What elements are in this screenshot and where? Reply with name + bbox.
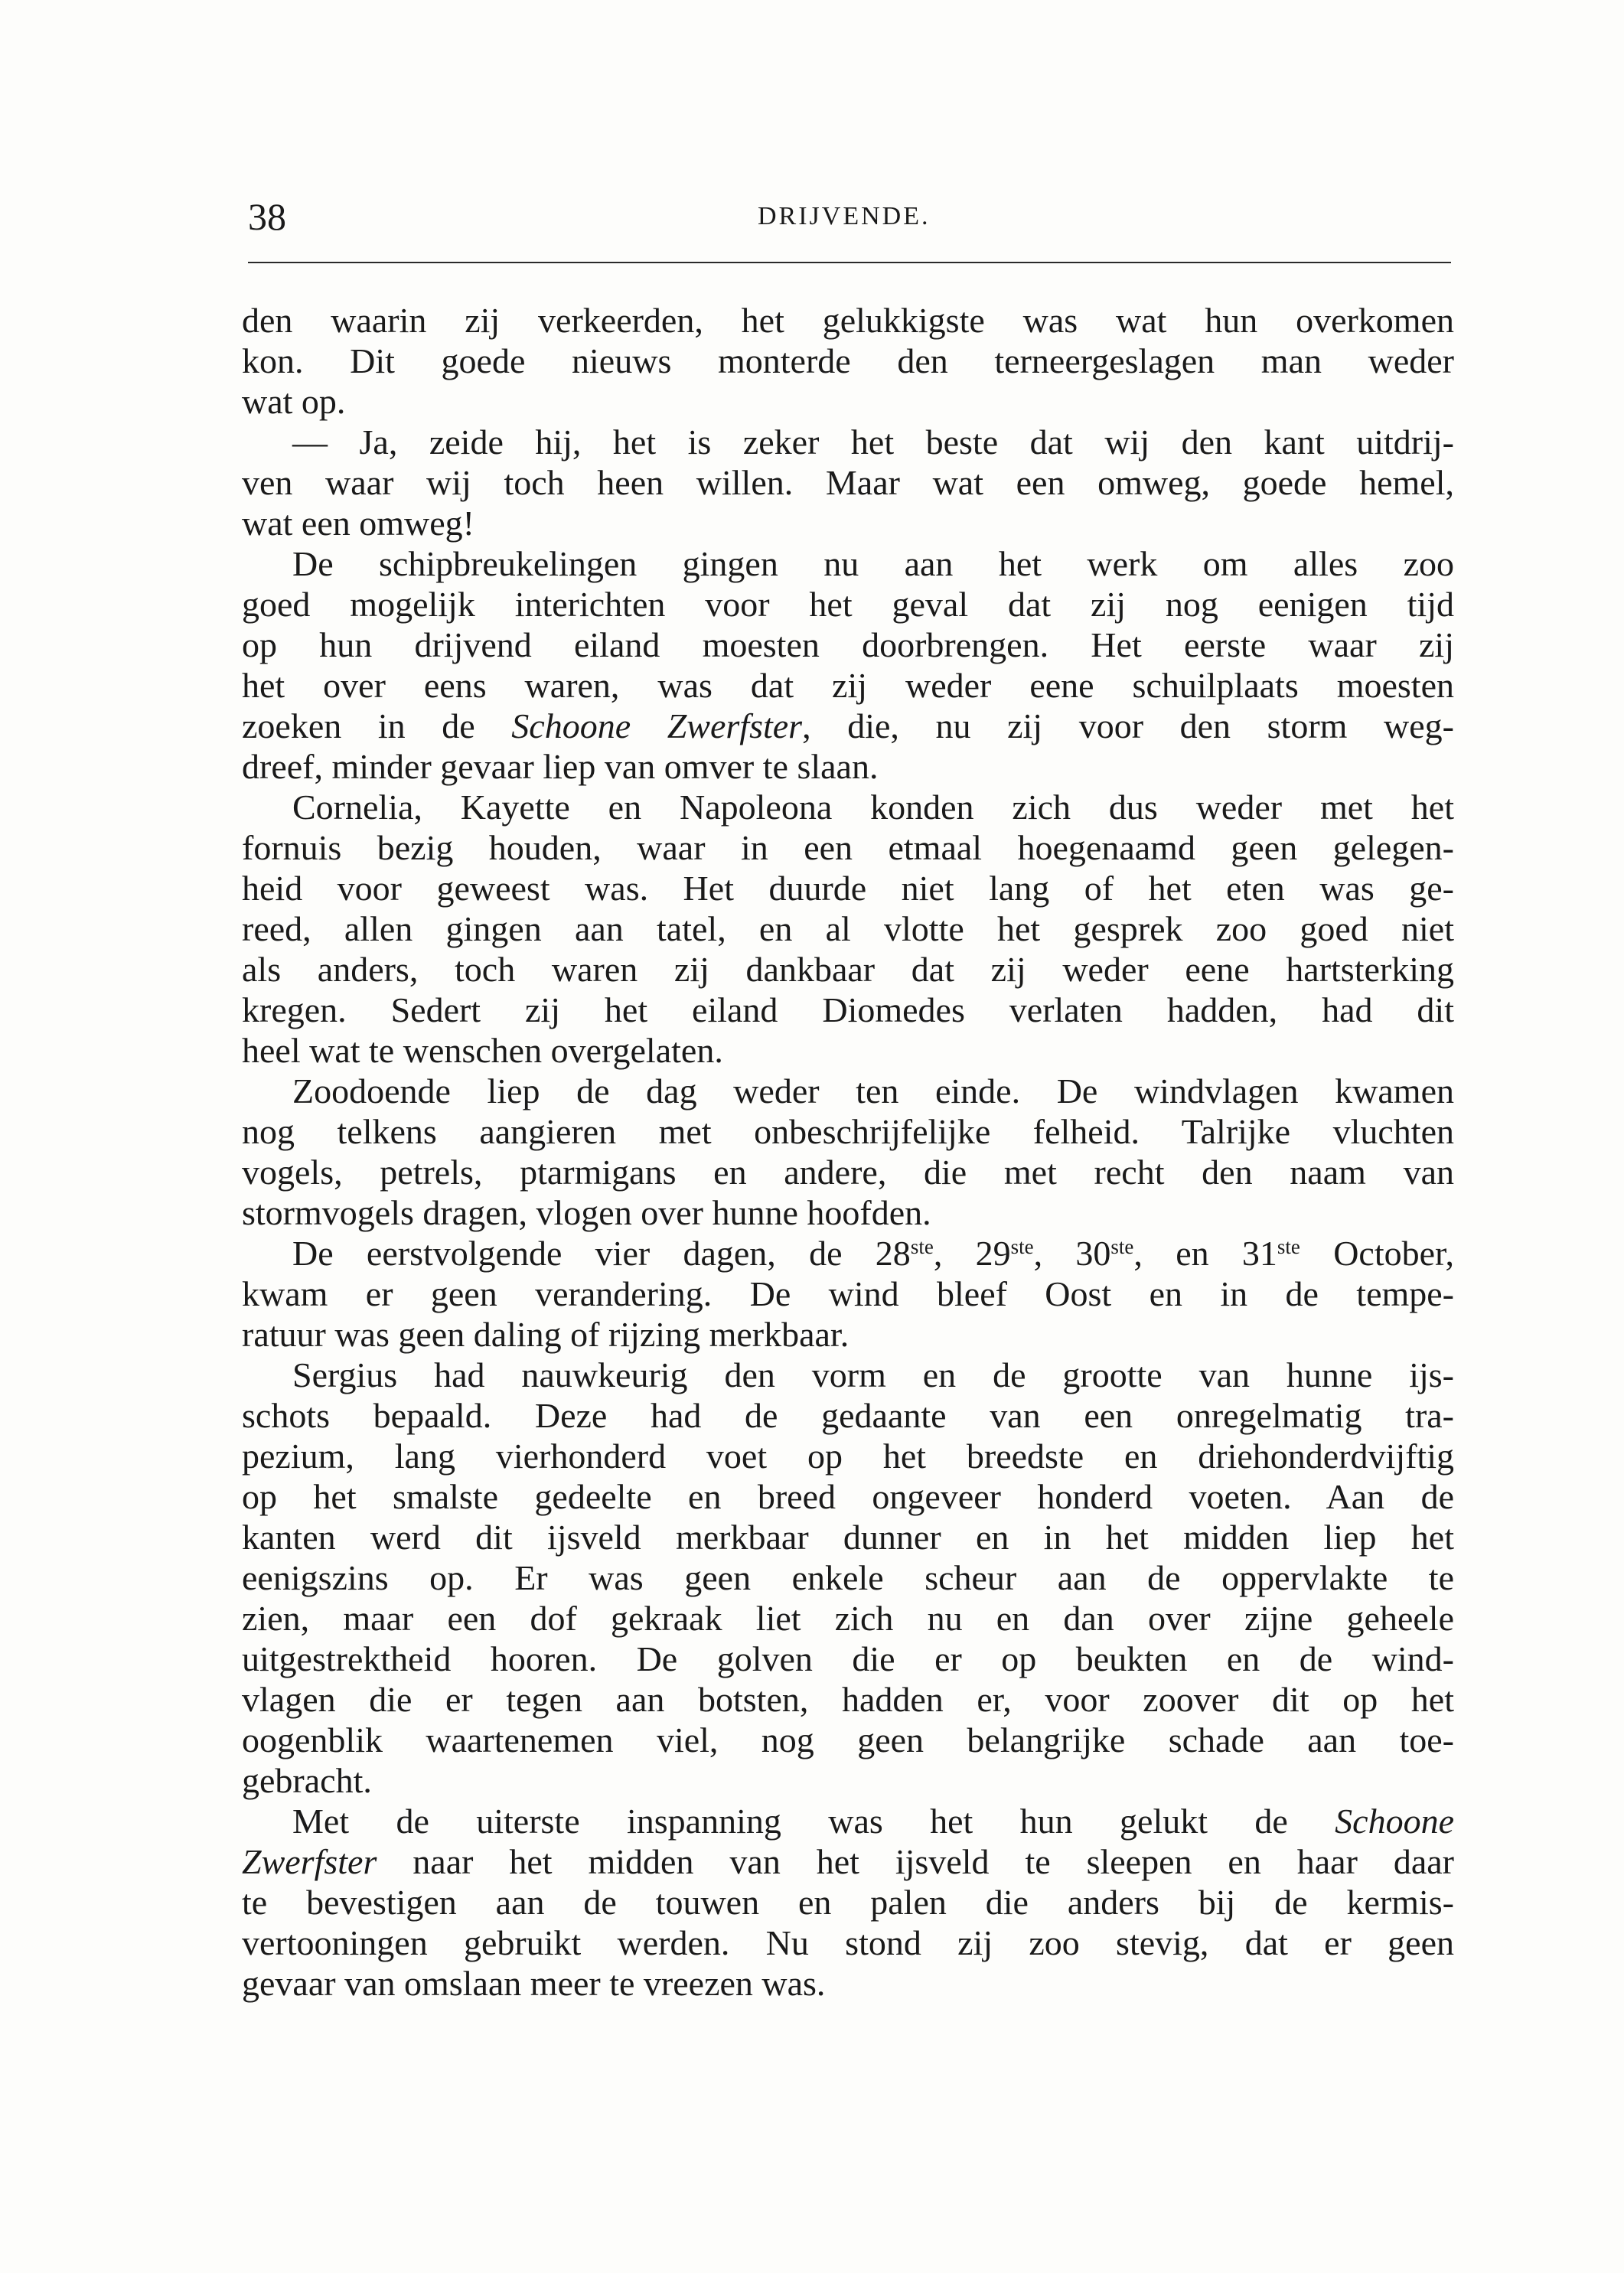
text-segment: De schipbreukelingen gingen nu aan het werk om alles zoo bbox=[292, 544, 1454, 583]
text-segment: vertooningen gebruikt werden. Nu stond zij zoo stevig, dat er geen bbox=[242, 1923, 1454, 1962]
text-line bbox=[242, 1314, 1454, 1355]
text-line bbox=[242, 665, 1454, 706]
superscript: ste bbox=[1110, 1235, 1134, 1258]
text-segment: , 29 bbox=[933, 1234, 1011, 1273]
text-segment: het over eens waren, was dat zij weder eene schuilplaats moesten bbox=[242, 666, 1454, 705]
text-line bbox=[242, 422, 1454, 462]
text-line bbox=[242, 1436, 1454, 1476]
text-segment: te bevestigen aan de touwen en palen die anders bij de kermis- bbox=[242, 1883, 1454, 1922]
text-line bbox=[242, 1030, 1454, 1071]
text-line bbox=[242, 949, 1454, 990]
text-line bbox=[242, 908, 1454, 949]
text-line bbox=[242, 1071, 1454, 1111]
text-segment: zoeken in de bbox=[242, 706, 512, 745]
text-line bbox=[242, 584, 1454, 625]
text-line bbox=[242, 1192, 1454, 1233]
text-segment: wat een omweg! bbox=[242, 504, 474, 543]
text-segment: gebracht. bbox=[242, 1761, 372, 1800]
text-segment: Sergius had nauwkeurig den vorm en de grootte van hunne ijs- bbox=[292, 1355, 1454, 1394]
text-segment: op hun drijvend eiland moesten doorbrengen. Het eerste waar zij bbox=[242, 625, 1454, 664]
text-line bbox=[242, 1801, 1454, 1841]
text-segment: kwam er geen verandering. De wind bleef Oost en in de tempe- bbox=[242, 1274, 1454, 1313]
text-segment: vogels, petrels, ptarmigans en andere, die met recht den naam van bbox=[242, 1153, 1454, 1192]
italic-text: Schoone bbox=[1335, 1802, 1454, 1841]
text-line bbox=[242, 543, 1454, 584]
text-segment: heid voor geweest was. Het duurde niet lang of het eten was ge- bbox=[242, 869, 1454, 908]
text-line bbox=[242, 1720, 1454, 1760]
superscript: ste bbox=[1277, 1235, 1300, 1258]
text-segment: Met de uiterste inspanning was het hun gelukt de bbox=[292, 1802, 1335, 1841]
text-line bbox=[242, 1882, 1454, 1922]
text-line bbox=[242, 1111, 1454, 1152]
text-line bbox=[242, 462, 1454, 503]
text-line bbox=[242, 1760, 1454, 1801]
text-line bbox=[242, 503, 1454, 543]
text-segment: vlagen die er tegen aan botsten, hadden er, voor zoover dit op het bbox=[242, 1680, 1454, 1719]
text-line bbox=[242, 746, 1454, 787]
text-segment: goed mogelijk interichten voor het geval dat zij nog eenigen tijd bbox=[242, 585, 1454, 624]
text-segment: Zoodoende liep de dag weder ten einde. De windvlagen kwamen bbox=[292, 1071, 1454, 1110]
text-segment: den waarin zij verkeerden, het gelukkigste was wat hun overkomen bbox=[242, 301, 1454, 340]
text-segment: stormvogels dragen, vlogen over hunne hoofden. bbox=[242, 1193, 931, 1232]
text-segment: pezium, lang vierhonderd voet op het breedste en driehonderdvijftig bbox=[242, 1437, 1454, 1476]
header-rule bbox=[248, 262, 1451, 263]
text-line bbox=[242, 1679, 1454, 1720]
text-segment: fornuis bezig houden, waar in een etmaal hoegenaamd geen gelegen- bbox=[242, 828, 1454, 867]
text-segment: eenigszins op. Er was geen enkele scheur aan de oppervlakte te bbox=[242, 1558, 1454, 1597]
superscript: ste bbox=[1010, 1235, 1034, 1258]
text-line bbox=[242, 1152, 1454, 1192]
text-line bbox=[242, 1963, 1454, 2004]
text-segment: kon. Dit goede nieuws monterde den terneergeslagen man weder bbox=[242, 341, 1454, 380]
text-segment: , 30 bbox=[1033, 1234, 1111, 1273]
text-line bbox=[242, 1476, 1454, 1517]
text-segment: dreef, minder gevaar liep van omver te slaan. bbox=[242, 747, 879, 786]
text-segment: De eerstvolgende vier dagen, de 28 bbox=[292, 1234, 911, 1273]
text-line bbox=[242, 1598, 1454, 1639]
text-line bbox=[242, 1922, 1454, 1963]
text-segment: uitgestrektheid hooren. De golven die er op beukten en de wind- bbox=[242, 1639, 1454, 1678]
text-segment: kregen. Sedert zij het eiland Diomedes verlaten hadden, had dit bbox=[242, 990, 1454, 1029]
text-line bbox=[242, 1841, 1454, 1882]
text-segment: gevaar van omslaan meer te vreezen was. bbox=[242, 1964, 826, 2003]
text-segment: oogenblik waartenemen viel, nog geen belangrijke schade aan toe- bbox=[242, 1720, 1454, 1759]
text-line bbox=[242, 787, 1454, 827]
text-segment: schots bepaald. Deze had de gedaante van een onregelmatig tra- bbox=[242, 1396, 1454, 1435]
text-line bbox=[242, 341, 1454, 381]
body-text bbox=[242, 300, 1454, 2004]
text-line bbox=[242, 1233, 1454, 1273]
text-line bbox=[242, 1639, 1454, 1679]
superscript: ste bbox=[910, 1235, 934, 1258]
text-line bbox=[242, 1355, 1454, 1395]
text-segment: als anders, toch waren zij dankbaar dat zij weder eene hartsterking bbox=[242, 950, 1454, 989]
text-line bbox=[242, 706, 1454, 746]
text-segment: , en 31 bbox=[1133, 1234, 1277, 1273]
text-segment: naar het midden van het ijsveld te sleepen en haar daar bbox=[377, 1842, 1454, 1881]
italic-text: Zwerfster bbox=[242, 1842, 377, 1881]
text-segment: Cornelia, Kayette en Napoleona konden zich dus weder met het bbox=[292, 788, 1454, 827]
text-line bbox=[242, 827, 1454, 868]
text-segment: — Ja, zeide hij, het is zeker het beste dat wij den kant uitdrij- bbox=[292, 422, 1454, 461]
text-segment: kanten werd dit ijsveld merkbaar dunner en in het midden liep het bbox=[242, 1518, 1454, 1557]
text-line bbox=[242, 300, 1454, 341]
text-segment: ratuur was geen daling of rijzing merkbaar. bbox=[242, 1315, 850, 1354]
running-head: DRIJVENDE. bbox=[758, 202, 931, 230]
text-line bbox=[242, 625, 1454, 665]
italic-text: Schoone Zwerfster bbox=[511, 706, 803, 745]
text-segment: ven waar wij toch heen willen. Maar wat een omweg, goede hemel, bbox=[242, 463, 1454, 502]
text-segment: , die, nu zij voor den storm weg- bbox=[802, 706, 1454, 745]
text-segment: zien, maar een dof gekraak liet zich nu en dan over zijne geheele bbox=[242, 1599, 1454, 1638]
text-line bbox=[242, 1273, 1454, 1314]
text-line bbox=[242, 868, 1454, 908]
text-line bbox=[242, 990, 1454, 1030]
text-line bbox=[242, 1557, 1454, 1598]
text-segment: op het smalste gedeelte en breed ongeveer honderd voeten. Aan de bbox=[242, 1477, 1454, 1516]
text-line bbox=[242, 381, 1454, 422]
text-segment: nog telkens aangieren met onbeschrijfelijke felheid. Talrijke vluchten bbox=[242, 1112, 1454, 1151]
text-segment: heel wat te wenschen overgelaten. bbox=[242, 1031, 723, 1070]
text-segment: October, bbox=[1300, 1234, 1455, 1273]
page-number: 38 bbox=[248, 195, 286, 238]
text-line bbox=[242, 1395, 1454, 1436]
text-segment: reed, allen gingen aan tatel, en al vlotte het gesprek zoo goed niet bbox=[242, 909, 1454, 948]
text-line bbox=[242, 1517, 1454, 1557]
text-segment: wat op. bbox=[242, 382, 346, 421]
